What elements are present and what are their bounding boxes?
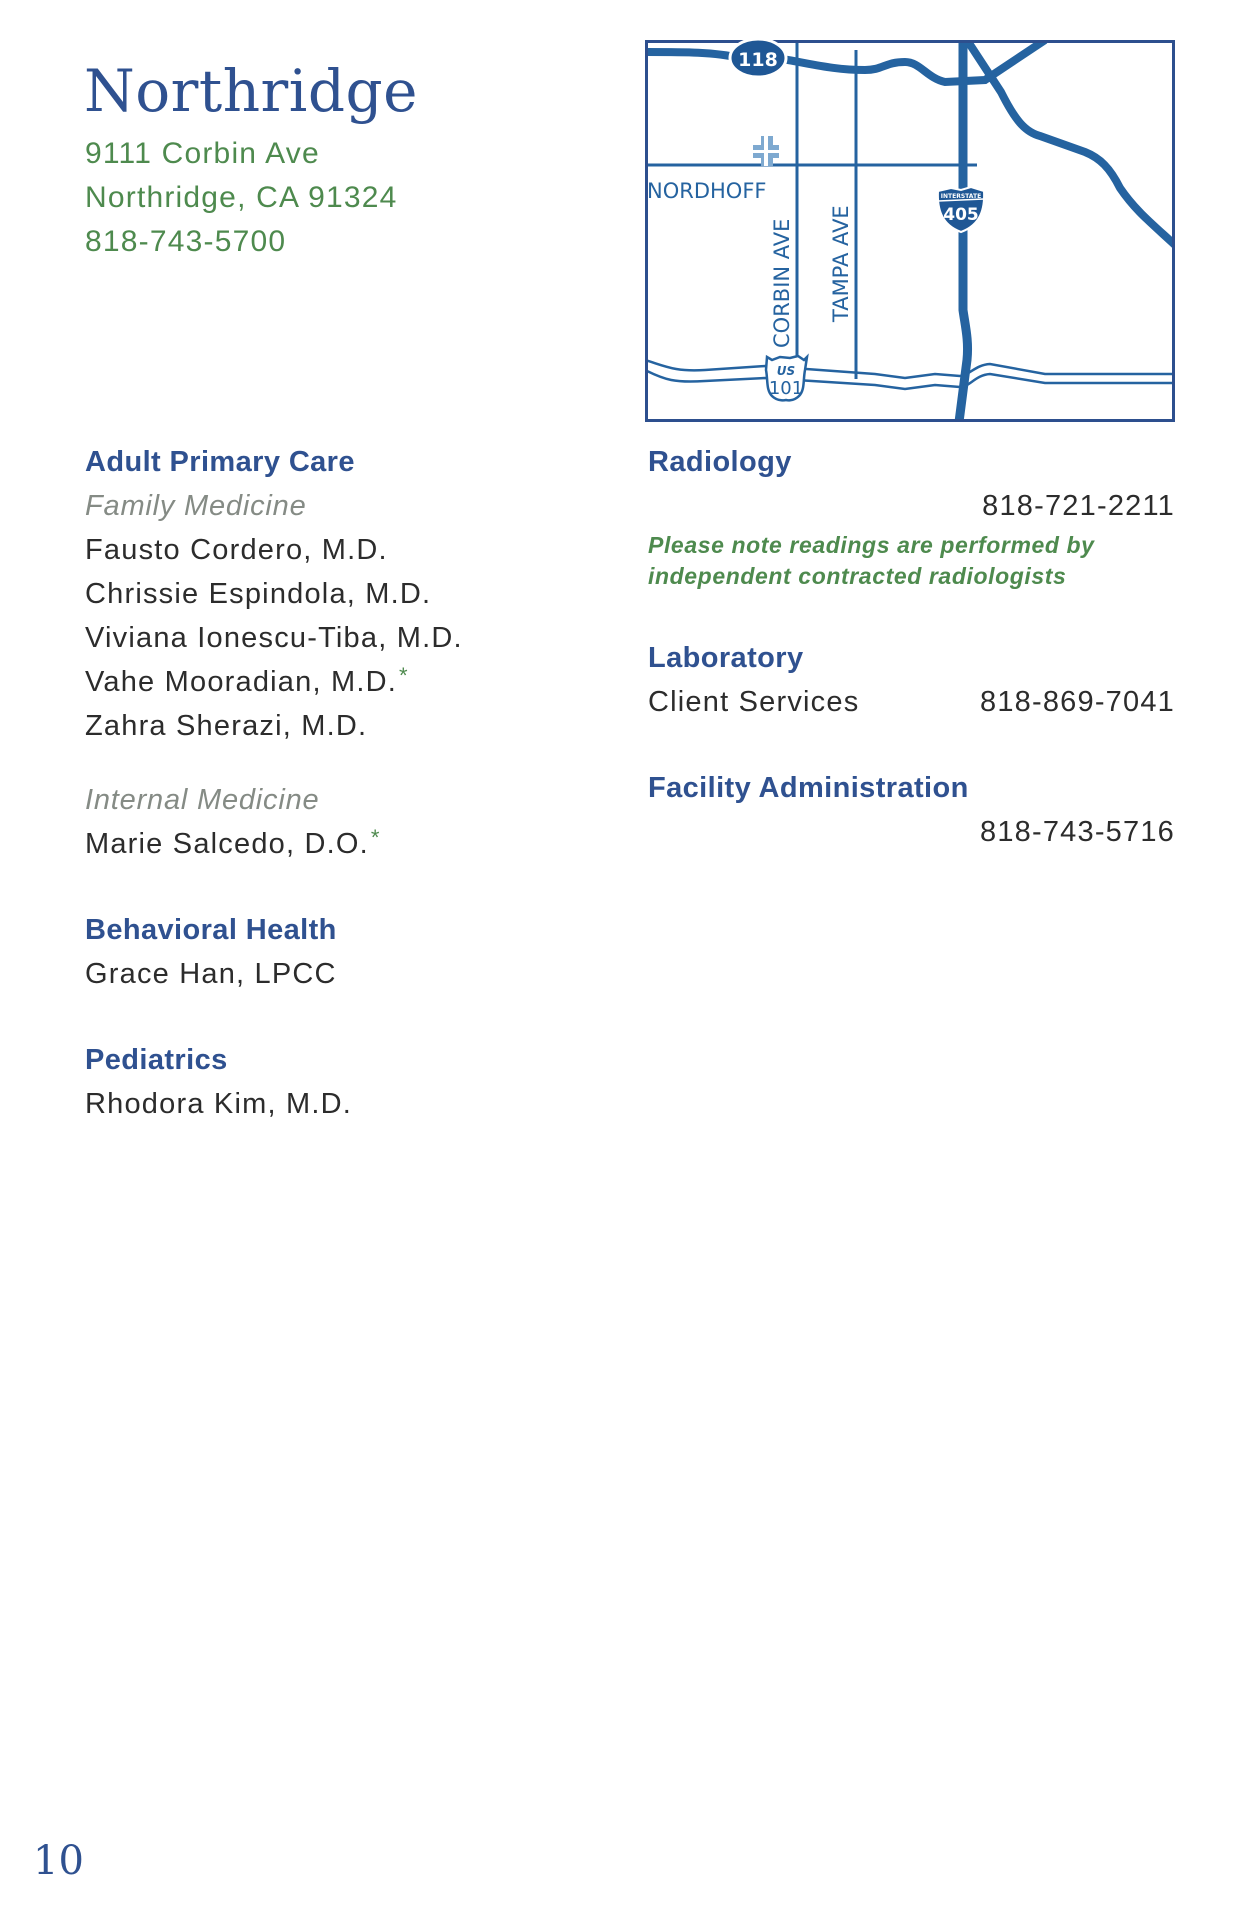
section-heading: Radiology xyxy=(648,446,792,478)
us-101-label: 101 xyxy=(768,378,804,399)
provider-name: Zahra Sherazi, M.D. xyxy=(85,710,368,742)
provider-name: Grace Han, LPCC xyxy=(85,958,337,990)
provider-name-with-note xyxy=(85,660,585,704)
location-address xyxy=(85,132,398,264)
section-heading: Behavioral Health xyxy=(85,914,337,946)
section-heading: Facility Administration xyxy=(648,772,969,804)
section-heading: Laboratory xyxy=(648,642,804,674)
section-adult-primary-care xyxy=(85,440,585,866)
interstate-label: INTERSTATE xyxy=(940,193,982,200)
address-city: Northridge, CA 91324 xyxy=(85,181,398,214)
provider-name-with-note xyxy=(85,822,585,866)
provider-name: Chrissie Espindola, M.D. xyxy=(85,578,432,610)
asterisk-icon: * xyxy=(399,663,409,688)
radiology-phone[interactable]: 818-721-2211 xyxy=(982,490,1175,522)
section-heading: Adult Primary Care xyxy=(85,446,355,478)
section-laboratory xyxy=(648,636,1175,724)
provider-name: Rhodora Kim, M.D. xyxy=(85,1088,352,1120)
asterisk-icon: * xyxy=(370,825,381,850)
services-right-column xyxy=(648,440,1175,896)
section-behavioral-health xyxy=(85,908,585,996)
laboratory-contact-row xyxy=(648,680,1175,724)
services-left-column xyxy=(85,440,585,1168)
laboratory-phone[interactable]: 818-869-7041 xyxy=(980,686,1175,718)
interstate-405-label: 405 xyxy=(943,205,979,225)
subsection-label: Family Medicine xyxy=(85,490,307,522)
section-pediatrics xyxy=(85,1038,585,1126)
section-radiology xyxy=(648,440,1175,592)
location-map xyxy=(645,40,1175,422)
provider-name: Marie Salcedo, D.O. xyxy=(85,828,369,860)
us-label: US xyxy=(776,364,796,378)
provider-name: Fausto Cordero, M.D. xyxy=(85,534,388,566)
laboratory-label: Client Services xyxy=(648,686,860,718)
route-118-label: 118 xyxy=(738,49,778,71)
us-101-road-top xyxy=(645,360,1175,378)
provider-name: Viviana Ionescu-Tiba, M.D. xyxy=(85,622,463,654)
location-title: Northridge xyxy=(84,57,418,125)
nordhoff-label: NORDHOFF xyxy=(647,179,767,203)
section-heading: Pediatrics xyxy=(85,1044,228,1076)
corbin-ave-label: CORBIN AVE xyxy=(770,218,794,348)
radiology-note: Please note readings are performed by independent contracted radiologists xyxy=(648,532,1095,589)
address-street: 9111 Corbin Ave xyxy=(85,137,320,170)
section-facility-administration xyxy=(648,766,1175,854)
facility-admin-phone[interactable]: 818-743-5716 xyxy=(980,816,1175,848)
page-number: 10 xyxy=(33,1838,84,1884)
subsection-label: Internal Medicine xyxy=(85,784,320,816)
tampa-ave-label: TAMPA AVE xyxy=(829,205,853,322)
main-phone[interactable]: 818-743-5700 xyxy=(85,225,287,258)
provider-name: Vahe Mooradian, M.D. xyxy=(85,666,397,698)
